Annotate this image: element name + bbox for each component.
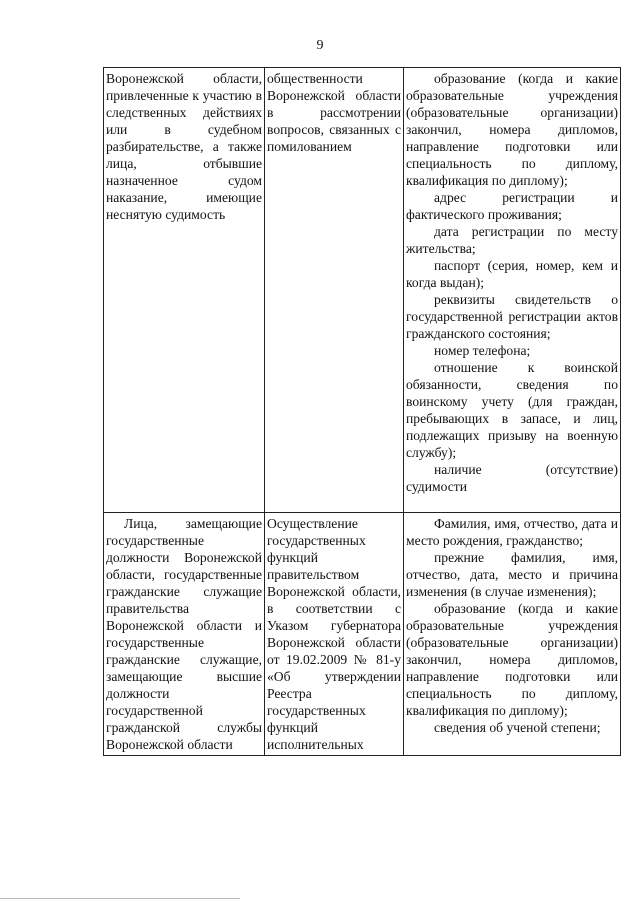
data-item: номер телефона; [434, 343, 531, 358]
data-item: образование (когда и какие образовательные учреждения (образовательные организации) закончил, номера дипломов, направление подготовки или специальность по диплому, квалификация по диплому); [406, 601, 618, 718]
data-item: реквизиты свидетельств о государственной регистрации актов гражданского состояния; [406, 292, 618, 341]
purpose-text: общественности Воронежской области в рассмотрении вопросов, связанных с помилованием [267, 71, 401, 154]
table-row [104, 513, 621, 756]
bottom-rule [0, 898, 240, 899]
data-item: дата регистрации по месту жительства; [406, 224, 618, 256]
table-cell-purpose [265, 68, 404, 513]
category-text: Лица, замещающие государственные должности Воронежской области, государственные гражданские служащие правительства Воронежской области и государственные гражданские служащие, замещающие высшие должности государственной гражданской службы Воронежской области [106, 516, 262, 752]
purpose-text: Осуществление государственных функций правительством Воронежской области, в соответствии с Указом губернатора Воронежской области от 19.02.2009 № 81-у «Об утверждении Реестра государственных функций исполнительных [267, 516, 401, 752]
data-item: адрес регистрации и фактического проживания; [406, 190, 618, 222]
data-item: отношение к воинской обязанности, сведения по воинскому учету (для граждан, пребывающих в запасе, и лиц, подлежащих призыву на военную службу); [406, 360, 618, 460]
data-item: Фамилия, имя, отчество, дата и место рождения, гражданство; [406, 516, 618, 548]
table-cell-category [104, 513, 265, 756]
data-item: паспорт (серия, номер, кем и когда выдан); [406, 258, 618, 290]
data-item: прежние фамилия, имя, отчество, дата, место и причина изменения (в случае изменения); [406, 550, 618, 599]
data-item: образование (когда и какие образовательные учреждения (образовательные организации) закончил, номера дипломов, направление подготовки или специальность по диплому, квалификация по диплому); [406, 71, 618, 188]
table-cell-data-items [404, 513, 621, 756]
data-item: наличие (отсутствие) судимости [406, 462, 618, 494]
category-text: Воронежской области, привлеченные к участию в следственных действиях или в судебном разбирательстве, а также лица, отбывшие назначенное судом наказание, имеющие неснятую судимость [106, 71, 262, 222]
table-cell-category [104, 68, 265, 513]
table-cell-purpose [265, 513, 404, 756]
page-number: 9 [316, 38, 324, 53]
table-row [104, 68, 621, 513]
data-item: сведения об ученой степени; [434, 720, 601, 735]
personal-data-table [103, 67, 621, 756]
table-cell-data-items [404, 68, 621, 513]
